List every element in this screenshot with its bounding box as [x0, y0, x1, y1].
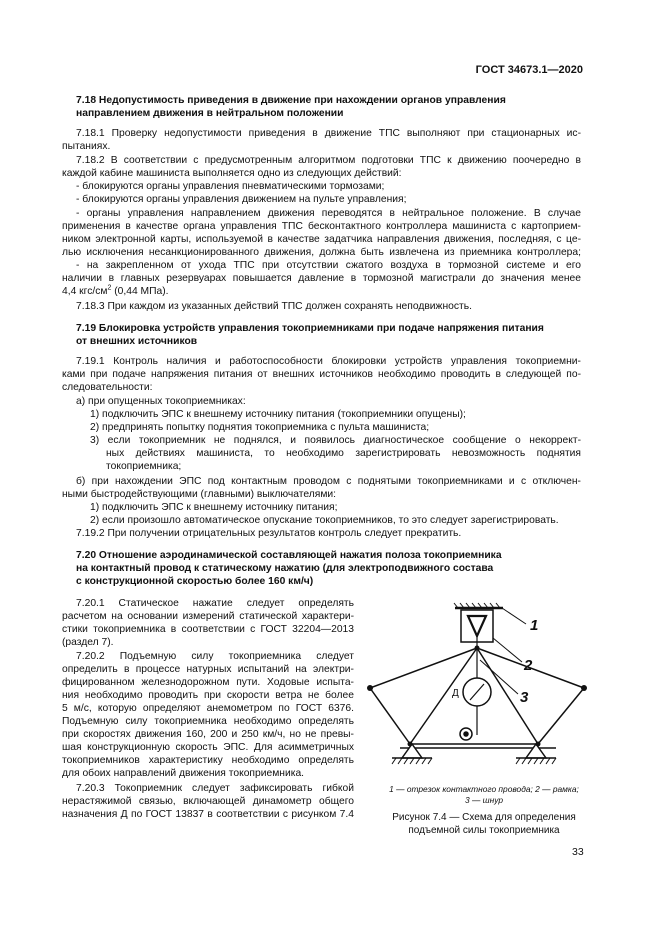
paragraph-line: нерастяжимой связью, включающей динамометр общего	[62, 796, 354, 807]
figure-legend: 1 — отрезок контактного провода; 2 — рамка;	[389, 784, 579, 794]
section-heading-cont: с конструкционной скоростью более 160 км/ч)	[76, 576, 314, 587]
section-heading-cont: от внешних источников	[76, 336, 198, 347]
section-heading: 7.19 Блокировка устройств управления токоприемниками при подаче напряжения питания	[76, 323, 544, 334]
list-item-cont: ником электронной карты, используемой в качестве задатчика направления движения, последняя, с це-	[62, 234, 581, 245]
list-item-cont: ных действиях машиниста, то необходимо зарегистрировать невозможность поднятия	[106, 448, 581, 459]
document-id: ГОСТ 34673.1—2020	[475, 64, 583, 76]
paragraph-line: 5 м/с, которую определяют анемометром по ГОСТ 6376.	[62, 703, 354, 714]
paragraph-line: для обоих направлений движения токоприемника.	[62, 768, 305, 779]
paragraph-line: следовательности:	[62, 382, 153, 393]
paragraph-line: при скоростях движения 160, 200 и 250 км/ч, но не превы-	[62, 729, 354, 740]
figure-legend: 3 — шнур	[464, 795, 504, 805]
paragraph-line: 7.20.2 Подъемную силу токоприемника следует	[76, 651, 354, 662]
paragraph-line: 7.18.2 В соответствии с предусмотренным алгоритмом подготовки ТПС к движению поочередно в	[76, 155, 581, 166]
list-item: 1) подключить ЭПС к внешнему источнику питания (токоприемники опущены);	[90, 409, 466, 420]
label-2: 2	[524, 657, 533, 674]
list-item: б) при нахождении ЭПС под контактным проводом с поднятыми токоприемниками и с отключен-	[76, 476, 581, 487]
list-item: - на закрепленном от ухода ТПС при отсутствии сжатого воздуха в тормозной системе и его	[76, 260, 581, 271]
section-heading: 7.20 Отношение аэродинамической составляющей нажатия полоза токоприемника	[76, 550, 502, 561]
paragraph-line: 7.19.2 При получении отрицательных результатов контроль следует прекратить.	[76, 528, 462, 539]
label-3: 3	[520, 689, 529, 706]
paragraph-line: определить в процессе натурных испытаний на электри-	[62, 664, 354, 675]
list-item-cont: наличии в главных резервуарах повышается давление в тормозной магистрали до значения менее	[62, 273, 581, 284]
page-number: 33	[572, 846, 584, 858]
paragraph-line: Подъемную силу токоприемника необходимо определять	[62, 716, 354, 727]
paragraph-line: фицированном железнодорожном пути. Ходовые испыта-	[62, 677, 354, 688]
paragraph-line: пытаниях.	[62, 141, 111, 152]
paragraph-line: расчетом на основании измерений статической характери-	[62, 611, 354, 622]
pantograph-diagram	[360, 598, 600, 774]
paragraph-line: 7.18.3 При каждом из указанных действий ТПС должен сохранять неподвижность.	[76, 301, 472, 312]
list-item: - блокируются органы управления движением на пульте управления;	[76, 194, 407, 205]
list-item-cont: ными быстродействующими (главными) выключателями:	[62, 489, 337, 500]
list-item-cont: применения в качестве органа управления ТПС бесконтактного контроллера машиниста с картоприем-	[62, 221, 581, 232]
list-item-cont: лью исключения несанкционированного движения, должна быть извлечена из приемника контроллера;	[62, 247, 581, 258]
paragraph-line: (раздел 7).	[62, 637, 114, 648]
paragraph-line: ния необходимо проводить при скорости ветра не более	[62, 690, 354, 701]
paragraph-line: 7.20.3 Токоприемник следует зафиксировать гибкой	[76, 783, 354, 794]
paragraph-line: каждой кабине машиниста выполняется одно из следующих действий:	[62, 168, 402, 179]
list-item: а) при опущенных токоприемниках:	[76, 396, 246, 407]
section-heading-cont: направлением движения в нейтральном положении	[76, 108, 344, 119]
list-item: 3) если токоприемник не поднялся, и появилось диагностическое сообщение о некоррект-	[90, 435, 581, 446]
list-item: 2) предпринять попытку поднятия токоприемника с пульта машиниста;	[90, 422, 430, 433]
paragraph-line: назначения Д по ГОСТ 13837 в соответствии с рисунком 7.4	[62, 809, 354, 820]
label-1: 1	[530, 617, 539, 634]
list-item: 1) подключить ЭПС к внешнему источнику питания;	[90, 502, 338, 513]
paragraph-line: 7.18.1 Проверку недопустимости приведения в движение ТПС выполняют при стационарных ис-	[76, 128, 581, 139]
paragraph-line: 7.20.1 Статическое нажатие следует определять	[76, 598, 354, 609]
section-heading: 7.18 Недопустимость приведения в движение при нахождении органов управления	[76, 95, 506, 106]
list-item-cont: 4,4 кгс/$см^2$ (0,44 МПа).	[62, 284, 169, 297]
figure-caption: подъемной силы токоприемника	[408, 825, 560, 836]
list-item-cont: токоприемника;	[106, 461, 182, 472]
paragraph-line: ками при подаче напряжения питания от внешних источников необходимо проводить в следующей по-	[62, 369, 581, 380]
paragraph-line: стики токоприемника в соответствии с ГОСТ 32204—2013	[62, 624, 354, 635]
figure-caption: Рисунок 7.4 — Схема для определения	[392, 812, 576, 823]
list-item: - органы управления направлением движения переводятся в нейтральное положение. В случае	[76, 208, 581, 219]
label-dynamometer: Д	[452, 688, 459, 699]
paragraph-line: 7.19.1 Контроль наличия и работоспособности блокировки устройств управления токоприемни-	[76, 356, 581, 367]
section-heading-cont: на контактный провод к статическому нажатию (для электроподвижного состава	[76, 563, 494, 574]
paragraph-line: шая конструкционную скорость ЭПС. Для асимметричных	[62, 742, 354, 753]
list-item: 2) если произошло автоматическое опускание токоприемников, то это следует зарегистрировать.	[90, 515, 559, 526]
paragraph-line: токоприемников характеристику необходимо определять	[62, 755, 354, 766]
list-item: - блокируются органы управления пневматическими тормозами;	[76, 181, 385, 192]
